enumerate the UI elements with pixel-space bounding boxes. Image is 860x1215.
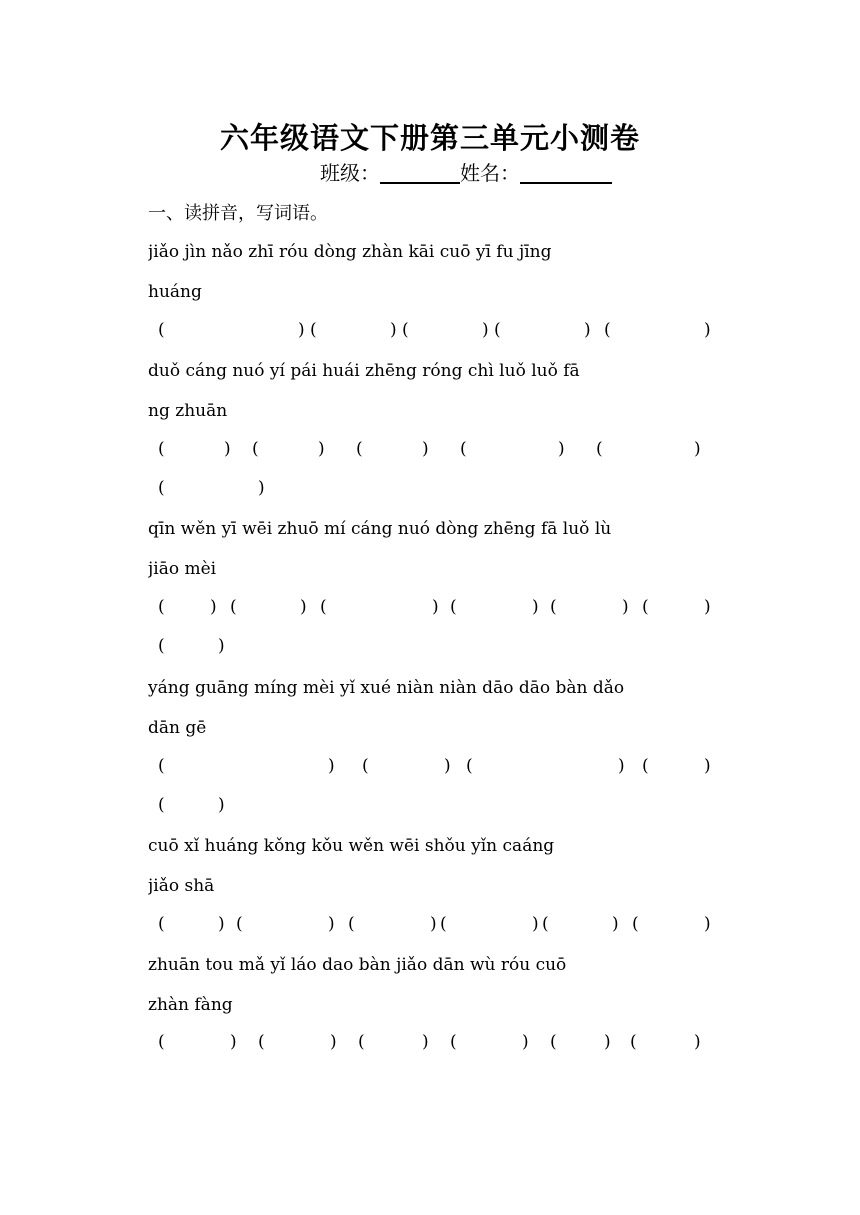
answer-close-paren: ) — [618, 756, 625, 776]
answer-open-paren: ( — [158, 320, 165, 340]
class-blank[interactable] — [380, 158, 460, 184]
answer-close-paren: ) — [422, 1032, 429, 1052]
answer-close-paren: ) — [704, 320, 711, 340]
answer-open-paren: ( — [158, 439, 165, 459]
answer-close-paren: ) — [230, 1032, 237, 1052]
pinyin-line: yáng guāng míng mèi yǐ xué niàn niàn dāo dāo bàn dǎo — [148, 678, 625, 698]
answer-open-paren: ( — [402, 320, 409, 340]
answer-open-paren: ( — [604, 320, 611, 340]
answer-close-paren: ) — [612, 914, 619, 934]
answer-open-paren: ( — [158, 636, 165, 656]
pinyin-line: huáng — [148, 282, 202, 302]
answer-close-paren: ) — [218, 636, 225, 656]
answer-close-paren: ) — [432, 597, 439, 617]
page-title: 六年级语文下册第三单元小测卷 — [219, 121, 640, 155]
answer-open-paren: ( — [630, 1032, 637, 1052]
answer-close-paren: ) — [584, 320, 591, 340]
answer-close-paren: ) — [444, 756, 451, 776]
answer-open-paren: ( — [158, 597, 165, 617]
answer-open-paren: ( — [310, 320, 317, 340]
answer-close-paren: ) — [522, 1032, 529, 1052]
answer-close-paren: ) — [390, 320, 397, 340]
pinyin-line: jiǎo jìn nǎo zhī róu dòng zhàn kāi cuō yī fu jīng — [148, 242, 552, 262]
answer-close-paren: ) — [532, 914, 539, 934]
answer-close-paren: ) — [300, 597, 307, 617]
pinyin-line: zhuān tou mǎ yǐ láo dao bàn jiǎo dān wù róu cuō — [148, 955, 567, 975]
section-heading: 一、读拼音，写词语。 — [148, 203, 328, 224]
answer-close-paren: ) — [604, 1032, 611, 1052]
answer-close-paren: ) — [532, 597, 539, 617]
answer-open-paren: ( — [320, 597, 327, 617]
answer-open-paren: ( — [362, 756, 369, 776]
answer-close-paren: ) — [704, 914, 711, 934]
answer-close-paren: ) — [704, 756, 711, 776]
answer-open-paren: ( — [596, 439, 603, 459]
answer-open-paren: ( — [466, 756, 473, 776]
answer-open-paren: ( — [158, 756, 165, 776]
answer-open-paren: ( — [550, 597, 557, 617]
answer-open-paren: ( — [252, 439, 259, 459]
pinyin-line: qīn wěn yī wēi zhuō mí cáng nuó dòng zhēng fā luǒ lù — [148, 519, 612, 539]
answer-open-paren: ( — [258, 1032, 265, 1052]
answer-open-paren: ( — [440, 914, 447, 934]
answer-open-paren: ( — [158, 1032, 165, 1052]
answer-close-paren: ) — [210, 597, 217, 617]
answer-close-paren: ) — [328, 756, 335, 776]
student-info — [320, 158, 612, 188]
answer-close-paren: ) — [258, 478, 265, 498]
answer-close-paren: ) — [298, 320, 305, 340]
pinyin-line: jiāo mèi — [148, 559, 217, 579]
pinyin-line: cuō xǐ huáng kǒng kǒu wěn wēi shǒu yǐn caáng — [148, 836, 555, 856]
pinyin-line: jiǎo shā — [148, 876, 215, 896]
answer-open-paren: ( — [642, 597, 649, 617]
answer-close-paren: ) — [318, 439, 325, 459]
answer-close-paren: ) — [330, 1032, 337, 1052]
name-label: 姓名： — [460, 161, 520, 185]
pinyin-line: zhàn fàng — [148, 995, 233, 1015]
answer-open-paren: ( — [348, 914, 355, 934]
answer-open-paren: ( — [236, 914, 243, 934]
name-blank[interactable] — [520, 158, 612, 184]
answer-close-paren: ) — [224, 439, 231, 459]
answer-close-paren: ) — [694, 439, 701, 459]
answer-close-paren: ) — [218, 914, 225, 934]
pinyin-line: dān gē — [148, 718, 207, 738]
answer-close-paren: ) — [482, 320, 489, 340]
answer-close-paren: ) — [422, 439, 429, 459]
pinyin-line: duǒ cáng nuó yí pái huái zhēng róng chì luǒ luǒ fā — [148, 361, 580, 381]
answer-close-paren: ) — [694, 1032, 701, 1052]
answer-open-paren: ( — [632, 914, 639, 934]
pinyin-line: ng zhuān — [148, 401, 228, 421]
answer-open-paren: ( — [158, 478, 165, 498]
answer-close-paren: ) — [430, 914, 437, 934]
answer-open-paren: ( — [494, 320, 501, 340]
answer-open-paren: ( — [358, 1032, 365, 1052]
answer-close-paren: ) — [218, 795, 225, 815]
class-label: 班级： — [320, 161, 380, 185]
answer-open-paren: ( — [450, 597, 457, 617]
answer-close-paren: ) — [328, 914, 335, 934]
answer-open-paren: ( — [158, 914, 165, 934]
answer-open-paren: ( — [460, 439, 467, 459]
answer-open-paren: ( — [450, 1032, 457, 1052]
answer-open-paren: ( — [230, 597, 237, 617]
answer-close-paren: ) — [558, 439, 565, 459]
answer-close-paren: ) — [622, 597, 629, 617]
answer-open-paren: ( — [542, 914, 549, 934]
answer-close-paren: ) — [704, 597, 711, 617]
answer-open-paren: ( — [356, 439, 363, 459]
answer-open-paren: ( — [158, 795, 165, 815]
answer-open-paren: ( — [550, 1032, 557, 1052]
answer-open-paren: ( — [642, 756, 649, 776]
